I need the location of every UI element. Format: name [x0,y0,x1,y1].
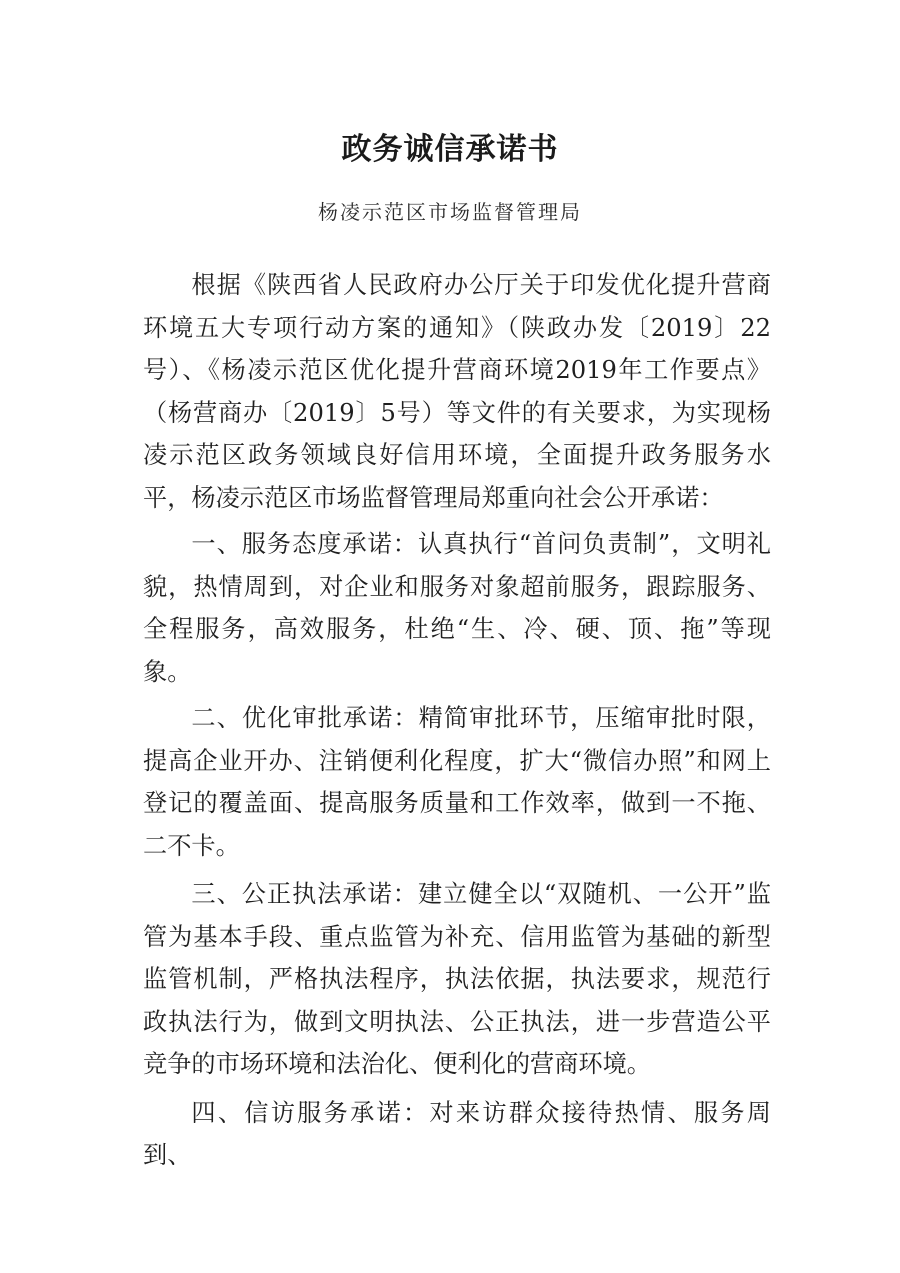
issuer-name: 杨凌示范区市场监督管理局 [318,200,582,224]
paragraph-law-enforcement: 三、公正执法承诺：建立健全以“双随机、一公开”监管为基本手段、重点监管为补充、信用监管为基础的新型监管机制，严格执法程序，执法依据，执法要求，规范行政执法行为，做到文明执法、公正执法，进一步营造公平竞争的市场环境和法治化、便利化的营商环境。 [143,880,771,1078]
paragraph-approval: 二、优化审批承诺：精简审批环节，压缩审批时限，提高企业开办、注销便利化程度，扩大“微信办照”和网上登记的覆盖面、提高服务质量和工作效率，做到一不拖、二不卡。 [143,704,771,860]
document-title: 政务诚信承诺书 [341,132,559,167]
paragraph-service-attitude: 一、服务态度承诺：认真执行“首问负责制”，文明礼貌，热情周到，对企业和服务对象超前服务，跟踪服务、全程服务，高效服务，杜绝“生、冷、硬、顶、拖”等现象。 [143,530,771,686]
document-body [143,264,771,1181]
paragraph-petition: 四、信访服务承诺：对来访群众接待热情、服务周到、 [143,1098,771,1169]
paragraph-intro: 根据《陕西省人民政府办公厅关于印发优化提升营商环境五大专项行动方案的通知》（陕政办发〔2019〕22号）、《杨凌示范区优化提升营商环境2019年工作要点》（杨营商办〔2019〕5号）等文件的有关要求，为实现杨凌示范区政务领域良好信用环境，全面提升政务服务水平，杨凌示范区市场监督管理局郑重向社会公开承诺： [143,271,771,512]
